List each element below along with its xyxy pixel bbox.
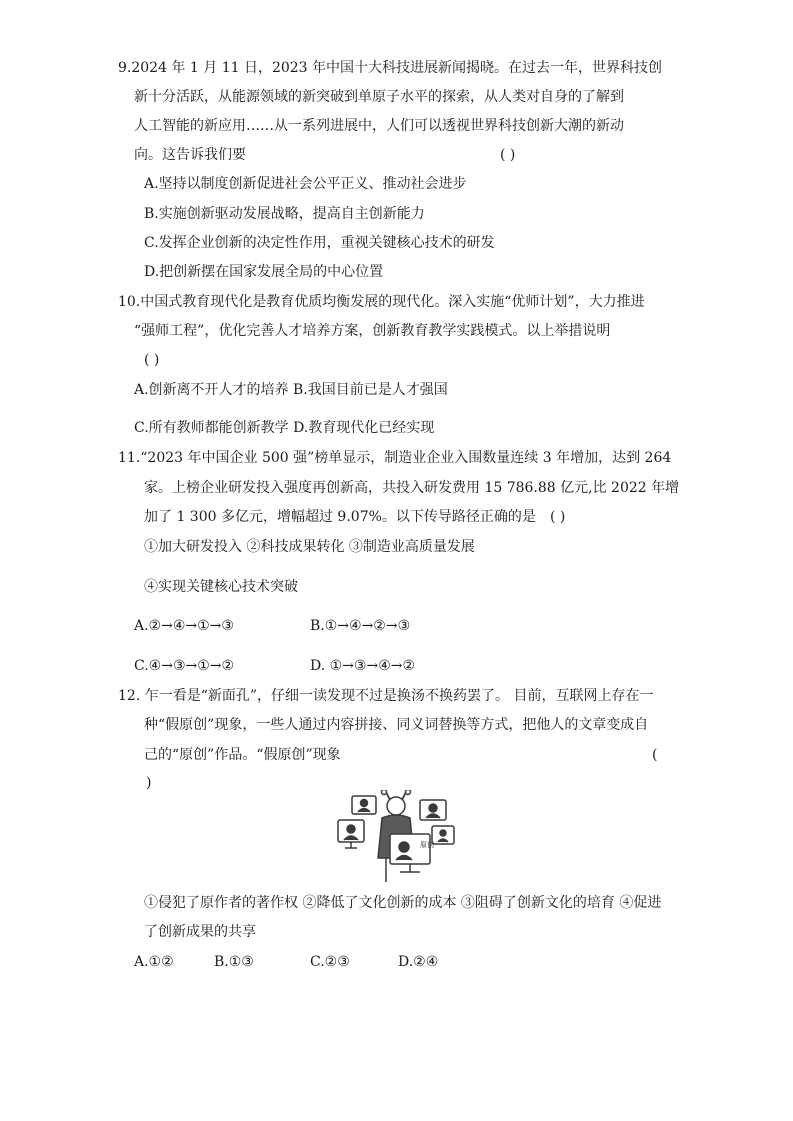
q12-option-c: C.②③ — [310, 954, 350, 970]
q9-stem-line2: 新十分活跃，从能源领域的新突破到单原子水平的探索，从人类对自身的了解到 — [134, 89, 624, 105]
q9-stem-line3: 人工智能的新应用……从一系列进展中，人们可以透视世界科技创新大潮的新动 — [134, 118, 624, 134]
q11-items-line1: ①加大研发投入 ②科技成果转化 ③制造业高质量发展 — [144, 539, 475, 555]
q11-stem-line1: 11.“2023 年中国企业 500 强”榜单显示，制造业企业入围数量连续 3 年增加，达到 264 — [118, 450, 672, 466]
q12-items-line1: ①侵犯了原作者的著作权 ②降低了文化创新的成本 ③阻碍了创新文化的培育 ④促进 — [144, 895, 662, 911]
q9-option-c: C.发挥企业创新的决定性作用，重视关键核心技术的研发 — [144, 235, 495, 251]
q10-options-ab: A.创新离不开人才的培养 B.我国目前已是人才强国 — [134, 382, 448, 398]
q9-answer-blank: ( ) — [500, 147, 516, 163]
q11-answer-blank: ( ) — [550, 509, 566, 525]
q9-option-a: A.坚持以制度创新促进社会公平正义、推动社会进步 — [144, 176, 467, 192]
q12-answer-blank-open: ( — [652, 747, 658, 763]
q10-stem-line1: 10.中国式教育现代化是教育优质均衡发展的现代化。深入实施“优师计划”，大力推进 — [118, 294, 645, 310]
q11-option-b: B.①→④→②→③ — [310, 618, 411, 634]
q9-option-b: B.实施创新驱动发展战略，提高自主创新能力 — [144, 206, 425, 222]
q12-option-d: D.②④ — [398, 954, 439, 970]
q9-option-d: D.把创新摆在国家发展全局的中心位置 — [144, 264, 384, 280]
q12-answer-blank-close: ) — [146, 775, 152, 791]
q9-stem-line1: 9.2024 年 1 月 11 日，2023 年中国十大科技进展新闻揭晓。在过去一年，世界科技创 — [118, 60, 663, 76]
q10-answer-blank: ( ) — [144, 352, 160, 368]
q11-items-line2: ④实现关键核心技术突破 — [144, 579, 298, 595]
q10-options-cd: C.所有教师都能创新教学 D.教育现代化已经实现 — [134, 420, 435, 436]
q11-option-d: D. ①→③→④→② — [310, 658, 416, 674]
q12-option-b: B.①③ — [214, 954, 254, 970]
q12-stem-line1: 12. 乍一看是“新面孔”，仔细一读发现不过是换汤不换药罢了。 目前，互联网上存在一 — [118, 688, 654, 704]
q9-stem-line4: 向。这告诉我们要 — [134, 147, 246, 163]
q11-stem-line3: 加了 1 300 多亿元，增幅超过 9.07%。以下传导路径正确的是 — [144, 509, 536, 525]
fake-original-illustration-svg — [334, 790, 458, 882]
q12-option-a: A.①② — [134, 954, 174, 970]
fake-original-illustration — [334, 790, 458, 882]
q11-stem-line2: 家。上榜企业研发投入强度再创新高，共投入研发费用 15 786.88 亿元,比 2022 年增 — [144, 480, 680, 496]
q12-stem-line3: 己的“原创”作品。“假原创”现象 — [144, 747, 341, 763]
q12-items-line2: 了创新成果的共享 — [144, 924, 256, 940]
q12-stem-line2: 种“假原创”现象，一些人通过内容拼接、同义词替换等方式，把他人的文章变成自 — [144, 717, 649, 733]
q11-option-a: A.②→④→①→③ — [134, 618, 234, 634]
illustration-label: 原创 — [420, 841, 434, 849]
q10-stem-line2: “强师工程”，优化完善人才培养方案，创新教育教学实践模式。以上举措说明 — [134, 323, 611, 339]
q11-option-c: C.④→③→①→② — [134, 658, 235, 674]
